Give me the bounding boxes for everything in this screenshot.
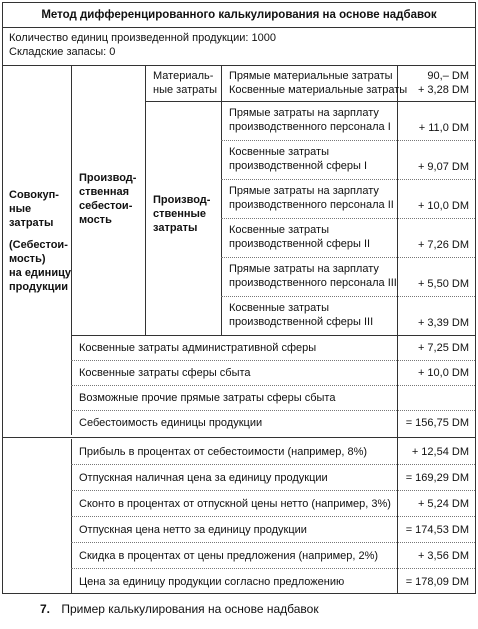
divider [71,490,475,491]
row-value: + 3,56 DM [417,550,469,562]
row-value: 90,– DM [427,70,469,82]
row-value: + 3,28 DM [417,84,469,96]
row-label: Возможные прочие прямые затраты сферы сбыта [79,392,336,404]
divider [221,65,222,335]
row-label: Прямые затраты на зарплату [229,107,379,119]
production-costs-label: Производ- [153,194,211,206]
table-title: Метод дифференцированного калькулирования на основе надбавок [41,9,437,21]
costing-table [2,2,476,594]
divider [221,218,475,219]
divider [71,542,475,543]
row-label: Сконто в процентах от отпускной цены нетто (например, 3%) [79,498,391,510]
row-label: производственного персонала II [229,199,394,211]
figure-caption [40,602,319,616]
row-label: Отпускная цена нетто за единицу продукции [79,524,307,536]
row-value: = 169,29 DM [405,472,469,484]
production-costs-label: затраты [153,222,198,234]
row-value: + 5,24 DM [417,498,469,510]
row-label: Прибыль в процентах от себестоимости (например, 8%) [79,446,368,458]
row-label: Себестоимость единицы продукции [79,417,263,429]
row-label: Скидка в процентах от цены предложения (например, 2%) [79,550,379,562]
divider [71,464,475,465]
production-cost-label: ственная [79,186,130,198]
row-label: Прямые затраты на зарплату [229,263,379,275]
row-value: = 156,75 DM [405,417,469,429]
divider [71,410,475,411]
row-label: Косвенные затраты административной сферы [79,342,317,354]
production-cost-label: мость [79,214,112,226]
divider [3,27,475,28]
divider [3,65,475,66]
total-cost-label: (Себестои- [9,239,68,251]
divider [221,179,475,180]
divider [71,360,475,361]
total-cost-label: ные [9,203,32,215]
divider [145,101,475,102]
row-label: Цена за единицу продукции согласно предложению [79,576,345,588]
total-cost-label: мость) [9,253,46,265]
row-label: Косвенные затраты сферы сбыта [79,367,251,379]
material-costs-label: ные затраты [153,84,218,96]
row-value: + 7,25 DM [417,342,469,354]
row-value: = 178,09 DM [405,576,469,588]
row-label: Косвенные затраты [229,146,329,158]
production-cost-label: себестои- [79,200,133,212]
divider [71,516,475,517]
total-cost-label: на единицу [9,267,71,279]
row-value: + 10,0 DM [417,200,469,212]
quantity-info: Количество единиц произведенной продукции: 1000 [9,32,276,44]
production-cost-label: Производ- [79,172,137,184]
material-costs-label: Материаль- [153,70,214,82]
divider [397,65,398,594]
production-costs-label: ственные [153,208,207,220]
row-label: Отпускная наличная цена за единицу продукции [79,472,328,484]
row-label: производственной сферы I [229,160,368,172]
divider [71,568,475,569]
row-label: Косвенные затраты [229,224,329,236]
divider [71,385,475,386]
row-label: производственного персонала III [229,277,397,289]
row-value: + 9,07 DM [417,161,469,173]
divider [221,257,475,258]
divider [221,296,475,297]
row-label: Прямые материальные затраты [229,70,393,82]
row-label: производственного персонала I [229,121,391,133]
row-label: производственной сферы II [229,238,371,250]
divider [3,437,475,438]
row-value: = 174,53 DM [405,524,469,536]
row-value: + 5,50 DM [417,278,469,290]
caption-number: 7. [40,602,51,616]
row-value: + 3,39 DM [417,317,469,329]
stock-info: Складские запасы: 0 [9,46,116,58]
row-label: производственной сферы III [229,316,374,328]
divider [145,65,146,335]
divider [221,140,475,141]
total-cost-label: затраты [9,217,54,229]
row-value: + 12,54 DM [411,446,469,458]
row-label: Косвенные материальные затраты [229,84,408,96]
row-label: Прямые затраты на зарплату [229,185,379,197]
divider [71,65,72,435]
caption-text: Пример калькулирования на основе надбавок [61,602,319,616]
divider [71,335,475,336]
row-value: + 10,0 DM [417,367,469,379]
total-cost-label: Совокуп- [9,189,59,201]
total-cost-label: продукции [9,281,68,293]
row-value: + 7,26 DM [417,239,469,251]
row-value: + 11,0 DM [418,122,469,134]
row-label: Косвенные затраты [229,302,329,314]
